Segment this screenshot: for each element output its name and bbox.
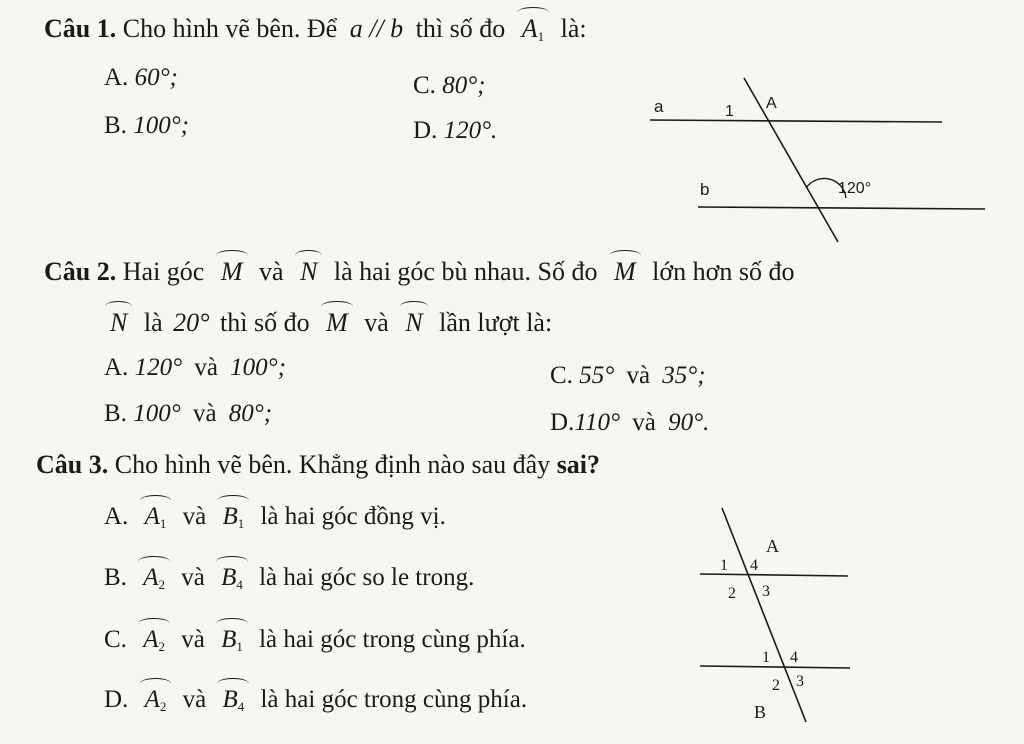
q3-stem: Câu 3. Cho hình vẽ bên. Khẳng định nào sau đây sai? <box>36 450 601 479</box>
q1-label-b: b <box>700 180 710 199</box>
q1-transversal <box>744 78 838 242</box>
q3-label-a3: 3 <box>762 583 770 600</box>
q1-option-d[interactable]: D. 120°. <box>413 117 498 144</box>
q3-label-point-b: B <box>754 702 767 722</box>
q3-label-a4: 4 <box>750 557 758 574</box>
q1-angle: $A_1$ <box>521 14 545 44</box>
q1-label-120: 120° <box>838 180 872 197</box>
q2-angle-m-3: M <box>326 308 348 337</box>
q1-label-point-a: A <box>766 95 777 112</box>
q1-text-a: Cho hình vẽ bên. Để <box>122 14 338 43</box>
q2-angle-m: M <box>220 257 243 286</box>
q3-label-b3: 3 <box>796 673 804 690</box>
q1-text-c: là: <box>560 14 587 43</box>
q1-option-b[interactable]: B. 100°; <box>104 112 190 139</box>
q1-text-b: thì số đo <box>415 14 506 43</box>
q2-angle-n-3: N <box>405 308 423 337</box>
q3-figure <box>690 500 860 732</box>
q1-number: Câu 1. <box>44 14 117 43</box>
q3-option-b[interactable]: B. $A_2$ và $B_4$ là hai góc so le trong. <box>104 564 475 592</box>
q1-line-b <box>698 207 985 209</box>
q2-number: Câu 2. <box>44 257 117 286</box>
q3-label-a2: 2 <box>728 585 736 602</box>
q1-label-a: a <box>654 97 664 116</box>
q3-label-point-a: A <box>766 536 779 556</box>
q3-line-top <box>700 574 848 576</box>
q1-option-a[interactable]: A. 60°; <box>104 64 178 91</box>
q2-line-2: N là 20° thì số đo M và N lần lượt là: <box>110 308 553 337</box>
q2-option-d[interactable]: D.110° và 90°. <box>550 409 710 436</box>
q2-line-1: Câu 2. Hai góc M và N là hai góc bù nhau. Số đo M lớn hơn số đo <box>44 257 795 286</box>
q1-option-c[interactable]: C. 80°; <box>413 72 486 99</box>
q3-transversal <box>722 508 806 722</box>
q3-label-a1: 1 <box>720 557 728 574</box>
q2-option-b[interactable]: B. 100° và 80°; <box>104 400 273 427</box>
q1-label-angle-1: 1 <box>725 103 734 120</box>
q1-parallel: a // b <box>349 14 404 43</box>
q2-angle-n: N <box>300 257 318 286</box>
q3-label-b1: 1 <box>762 649 770 666</box>
q3-number: Câu 3. <box>36 450 109 479</box>
q3-label-b2: 2 <box>772 677 780 694</box>
q1-figure <box>640 70 1000 250</box>
q1-line-a <box>650 120 942 122</box>
q2-angle-n-2: N <box>110 308 128 337</box>
q3-line-bottom <box>700 666 850 668</box>
q2-angle-m-2: M <box>613 257 636 286</box>
q3-option-c[interactable]: C. $A_2$ và $B_1$ là hai góc trong cùng phía. <box>104 626 526 654</box>
q3-option-a[interactable]: A. $A_1$ và $B_1$ là hai góc đồng vị. <box>104 503 446 531</box>
q2-option-a[interactable]: A. 120° và 100°; <box>104 354 286 381</box>
q1-stem <box>44 14 587 44</box>
q3-option-d[interactable]: D. $A_2$ và $B_4$ là hai góc trong cùng phía. <box>104 686 528 714</box>
q3-emph: sai? <box>556 450 601 479</box>
q2-option-c[interactable]: C. 55° và 35°; <box>550 362 706 389</box>
q3-label-b4: 4 <box>790 649 798 666</box>
